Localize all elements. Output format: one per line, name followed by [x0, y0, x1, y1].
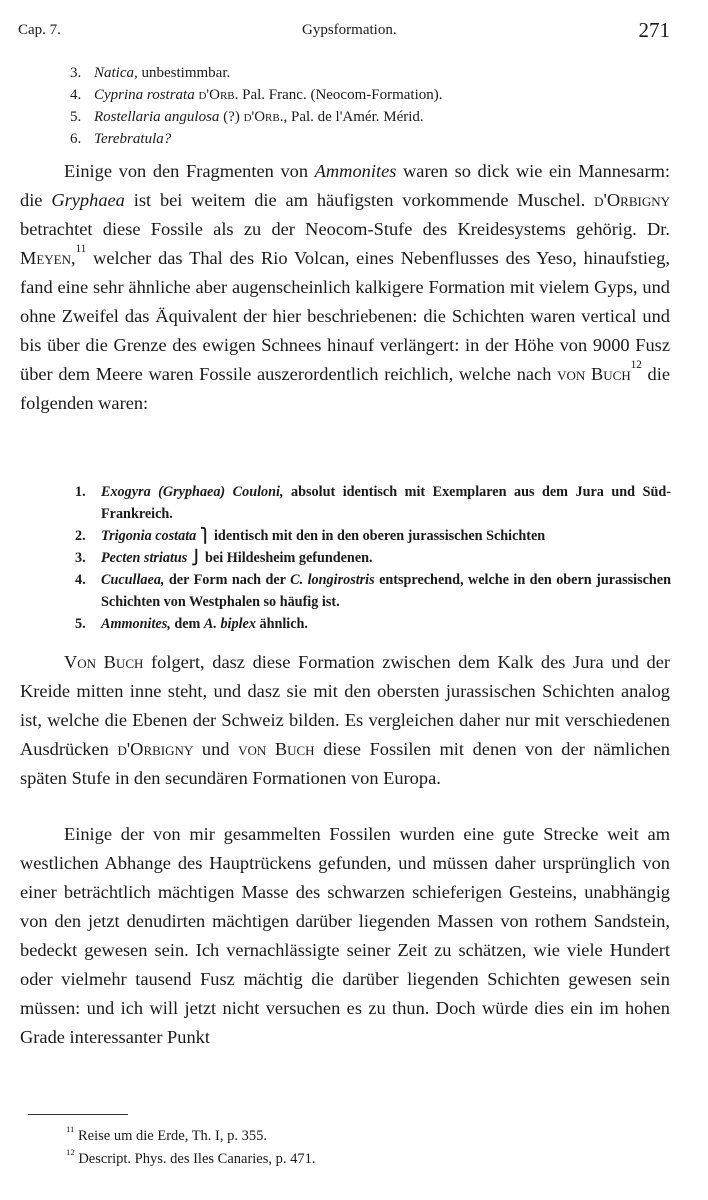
text-run: Einige von den Fragmenten von — [64, 161, 315, 181]
author-name: Von Buch — [64, 652, 144, 672]
text-run: welcher das Thal des Rio Volcan, eines Nebenflusses des Yeso, hinaufstieg, fand eine sehr ähnliche aber augenscheinlich kalkigere Formation mit vielem Gyps, und ohne Zweifel das Äquivalent der hier beschriebenen: die Schichten waren vertical und bis über die Grenze des ewigen Schnees hinauf verlängert: in der Höhe von 9000 Fusz über dem Meere waren Fossile auszerordentlich reichlich, welche nach — [20, 248, 670, 384]
species-name: Terebratula? — [94, 131, 172, 147]
author-name: d'Orbigny — [594, 190, 670, 210]
list-item — [70, 62, 443, 84]
list-item-text: (?) — [219, 109, 244, 125]
list-item — [75, 569, 671, 613]
author-name: d'Orb. — [243, 109, 284, 125]
footnote-text: Reise um die Erde, Th. I, p. 355. — [78, 1128, 268, 1144]
running-header — [18, 18, 670, 46]
list-item-number: 5. — [75, 616, 86, 632]
list-item-text: ⎫ identisch mit den in den oberen jurassischen Schichten — [196, 528, 546, 544]
footnote-number: 12 — [66, 1147, 75, 1157]
list-item — [70, 84, 443, 106]
text-run: waren so dick wie ein Mannesarm: die — [20, 161, 670, 210]
list-item-number: 4. — [75, 572, 86, 588]
list-item-text: , Pal. de l'Amér. Mérid. — [283, 109, 424, 125]
fossil-list — [75, 481, 671, 635]
text-run: folgert, dasz diese Formation zwischen dem Kalk des Jura und der Kreide mitten inne steht, und dasz sie mit den obersten jurassischen Schichten analog ist, welche die Ebenen der Schweiz bilden. Es vergleichen daher nur mit verschiedenen Ausdrücken — [20, 652, 671, 759]
author-name: d'Orb. — [194, 87, 239, 103]
list-item — [70, 128, 443, 150]
footnote-ref: 12 — [630, 359, 642, 371]
list-item-number: 4. — [70, 87, 82, 103]
text-run: die folgenden waren: — [20, 364, 670, 413]
author-name: d'Orbigny — [117, 739, 194, 759]
list-item-number: 6. — [70, 131, 82, 147]
species-name: Cucullaea, — [101, 572, 165, 588]
list-item-text: der Form nach der — [164, 572, 291, 588]
fossil-list-continued — [70, 62, 443, 150]
text-run: und — [193, 739, 239, 759]
species-name: Ammonites, — [101, 616, 171, 632]
list-item-number: 3. — [70, 65, 82, 81]
paragraph-von-buch — [20, 648, 670, 793]
text-run: diese Fossilen mit denen von der nämlichen späten Stufe in den secundären Formationen von Europa. — [20, 739, 670, 788]
list-item-number: 3. — [75, 550, 86, 566]
list-item — [75, 613, 671, 635]
species-name: Exogyra (Gryphaea) Couloni, — [101, 484, 284, 500]
footnote — [66, 1125, 316, 1148]
footnote-text: Descript. Phys. des Iles Canaries, p. 471. — [78, 1151, 316, 1167]
list-item-text: ⎭ bei Hildesheim gefundenen. — [187, 550, 373, 566]
species-name: Natica, — [94, 65, 138, 81]
text-run: betrachtet diese Fossile als zu der Neocom-Stufe des Kreidesystems gehörig. Dr. — [20, 219, 670, 239]
list-item-text: dem — [170, 616, 204, 632]
species-name: Trigonia costata — [101, 528, 197, 544]
author-name: Meyen, — [20, 248, 76, 268]
author-name: von Buch — [557, 364, 631, 384]
text-run: Einige der von mir gesammelten Fossilen wurden eine gute Strecke weit am westlichen Abhange des Hauptrückens gefunden, und müssen daher ursprünglich von einer beträchtlich mächtigen Masse des schwarzen schieferigen Gesteins, unabhängig von den jetzt denudirten mächtigen darüber liegenden Massen von rothem Sandstein, bedeckt gewesen sein. Ich vernachlässigte seiner Zeit zu schätzen, wie viele Hundert oder vielmehr tausend Fusz mächtig die darüber liegenden Schichten gewesen sein müssen: und ich will jetzt nicht versuchen es zu thun. Doch würde dies ein im hohen Grade interessanter Punkt — [20, 824, 670, 1047]
footnotes — [66, 1125, 316, 1171]
paragraph-ammonites — [20, 157, 670, 418]
chapter-label: Cap. 7. — [18, 22, 61, 38]
genus-name: Gryphaea — [51, 190, 125, 210]
list-item — [70, 106, 443, 128]
paragraph-fossils-found — [20, 820, 670, 1052]
species-name: Rostellaria angulosa — [94, 109, 220, 125]
list-item-number: 2. — [75, 528, 86, 544]
species-name: C. longirostris — [290, 572, 375, 588]
list-item-text: entsprechend, welche in den obern jurassischen Schichten von Westphalen so häufig ist. — [101, 572, 671, 610]
species-name: Cyprina rostrata — [94, 87, 195, 103]
footnote-divider — [28, 1114, 128, 1115]
list-item — [75, 547, 671, 569]
footnote — [66, 1148, 316, 1171]
footnote-ref: 11 — [75, 243, 87, 255]
list-item-text: unbestimmbar. — [137, 65, 231, 81]
footnote-number: 11 — [66, 1124, 75, 1134]
genus-name: Ammonites — [314, 161, 397, 181]
list-item-text: absolut identisch mit Exemplaren aus dem Jura und Süd-Frankreich. — [101, 484, 671, 522]
list-item — [75, 481, 671, 525]
text-run: ist bei weitem die am häufigsten vorkommende Muschel. — [124, 190, 595, 210]
list-item — [75, 525, 671, 547]
species-name: Pecten striatus — [101, 550, 188, 566]
species-name: A. biplex — [203, 616, 256, 632]
list-item-number: 1. — [75, 484, 86, 500]
list-item-text: Pal. Franc. (Neocom-Formation). — [238, 87, 443, 103]
running-title: Gypsformation. — [302, 22, 397, 38]
page-number: 271 — [638, 18, 670, 42]
list-item-text: ähnlich. — [255, 616, 308, 632]
author-name: von Buch — [238, 739, 315, 759]
list-item-number: 5. — [70, 109, 82, 125]
